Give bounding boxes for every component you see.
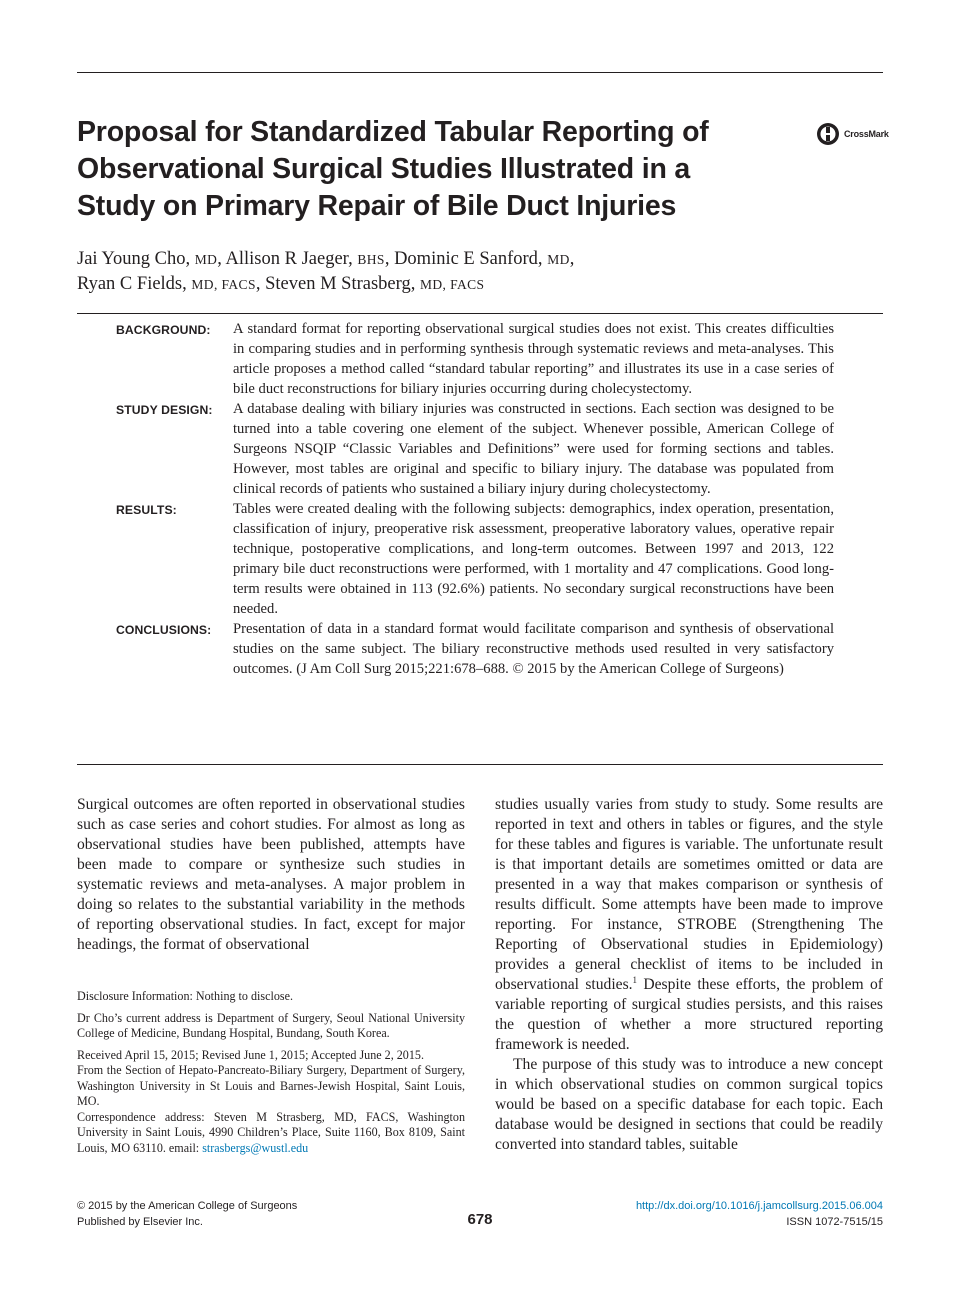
crossmark-icon bbox=[816, 121, 840, 147]
abstract-study-design bbox=[116, 399, 834, 499]
received-note: Received April 15, 2015; Revised June 1, 2015; Accepted June 2, 2015. bbox=[77, 1047, 424, 1062]
reference-marker[interactable]: 1 bbox=[632, 974, 638, 985]
crossmark-badge[interactable] bbox=[816, 121, 889, 147]
author-degree: BHS bbox=[357, 252, 385, 267]
issn-text: ISSN 1072-7515/15 bbox=[786, 1215, 883, 1228]
abstract bbox=[116, 319, 834, 679]
author-degree: MD, FACS bbox=[419, 277, 485, 292]
footnotes bbox=[77, 989, 465, 1156]
abstract-label: RESULTS: bbox=[116, 503, 177, 517]
author-name: Jai Young Cho, bbox=[77, 249, 195, 269]
body-text: studies usually varies from study to study. Some results are reported in text and others in tables or figures, and the style for these tables and figures is variable. The unfortunate result is that important details are sometimes omitted or data are presented in a way that makes comparison or synthesis of results difficult. Some attempts have been made to improve reporting. For instance, STROBE (Strengthening The Reporting of Observational studies in Epidemiology) provides a general checklist of items to be included in observational studies. bbox=[495, 796, 883, 993]
author-name: Ryan C Fields, bbox=[77, 274, 192, 294]
top-rule bbox=[77, 72, 883, 73]
abstract-text: Presentation of data in a standard format would facilitate comparison and synthesis of observational studies on the same subject. The biliary reconstructive methods used resulted in very satisfactory outcomes. (J Am Coll Surg 2015;221:678–688. © 2015 by the American College of Surgeons) bbox=[233, 621, 834, 677]
abstract-bottom-rule bbox=[77, 764, 883, 765]
author-name: , Steven M Strasberg, bbox=[255, 274, 420, 294]
author-separator: , bbox=[569, 249, 575, 269]
author-degree: MD bbox=[547, 252, 570, 267]
address-note: Dr Cho’s current address is Department of Surgery, Seoul National University College of Medicine, Bundang Hospital, Bundang, South Korea. bbox=[77, 1010, 465, 1040]
title-line-2: Observational Surgical Studies Illustrated in a bbox=[77, 153, 691, 185]
publisher-text: Published by Elsevier Inc. bbox=[77, 1215, 203, 1228]
disclosure-note: Disclosure Information: Nothing to disclose. bbox=[77, 989, 293, 1003]
abstract-results bbox=[116, 499, 834, 619]
body-text: Despite these efforts, the problem of variable reporting of surgical studies persists, and this raises the question of whether a more structured reporting framework is needed. bbox=[495, 976, 883, 1053]
abstract-text: Tables were created dealing with the following subjects: demographics, index operation, presentation, classification of injury, preoperative risk assessment, preoperative laboratory values, operative repair technique, postoperative complications, and long-term outcomes. Between 1997 and 2013, 122 primary bile duct reconstructions were performed, with 1 mortality and 47 complications. Good long-term results were obtained in 113 (92.6%) patients. No secondary surgical reconstructions have been needed. bbox=[233, 501, 834, 617]
abstract-background bbox=[116, 319, 834, 399]
crossmark-label: CrossMark bbox=[844, 129, 889, 139]
correspondence-text: Correspondence address: Steven M Strasberg, MD, FACS, Washington University in Saint Louis, 4990 Children’s Place, Suite 1160, Box 8109, Saint Louis, MO 63110. email: bbox=[77, 1109, 465, 1155]
abstract-label: STUDY DESIGN: bbox=[116, 403, 213, 417]
page-number: 678 bbox=[467, 1211, 493, 1228]
abstract-label: BACKGROUND: bbox=[116, 323, 211, 337]
email-link[interactable]: strasbergs@wustl.edu bbox=[202, 1140, 309, 1155]
title-line-1: Proposal for Standardized Tabular Reporting of bbox=[77, 116, 709, 148]
body-left-column bbox=[77, 795, 465, 955]
abstract-top-rule bbox=[77, 313, 883, 314]
copyright-text: © 2015 by the American College of Surgeons bbox=[77, 1200, 298, 1212]
author-name: , Allison R Jaeger, bbox=[217, 249, 358, 269]
author-list bbox=[77, 247, 574, 297]
author-line-2 bbox=[77, 272, 574, 297]
abstract-text: A standard format for reporting observational surgical studies does not exist. This creates difficulties in comparing studies and in performing synthesis through systematic reviews and meta-analyses. This article proposes a method called “standard tabular reporting” and illustrates its use in a case series of bile duct reconstructions for biliary injuries occurring during cholecystectomy. bbox=[233, 321, 834, 397]
author-line-1 bbox=[77, 247, 574, 272]
doi-link[interactable]: http://dx.doi.org/10.1016/j.jamcollsurg.2015.06.004 bbox=[635, 1200, 883, 1212]
abstract-label: CONCLUSIONS: bbox=[116, 623, 212, 637]
body-paragraph: Surgical outcomes are often reported in observational studies such as case series and cohort studies. For almost as long as observational studies have been published, attempts have been made to compare or synthesize such studies in systematic reviews and meta-analyses. A major problem in doing so relates to the substantial variability in the methods of reporting observational studies. In fact, except for major headings, the format of observational bbox=[77, 796, 465, 953]
abstract-conclusions bbox=[116, 619, 834, 679]
footer-right bbox=[636, 1199, 883, 1230]
body-paragraph: The purpose of this study was to introduce a new concept in which observational studies on common surgical topics would be based on a specific database for each topic. Each database would be designed in sections that could be readily converted into standard tables, suitable bbox=[495, 1056, 883, 1153]
abstract-text: A database dealing with biliary injuries was constructed in sections. Each section was designed to be turned into a table covering one element of the subject. Whenever possible, American College of Surgeons NSQIP “Classic Variables and Definitions” were used for forming sections and tables. However, most tables are original and specific to biliary injury. The database was populated from clinical records of patients who sustained a biliary injury during cholecystectomy. bbox=[233, 401, 834, 497]
title-line-3: Study on Primary Repair of Bile Duct Injuries bbox=[77, 190, 677, 222]
correspondence-note bbox=[77, 1110, 465, 1157]
body-right-column bbox=[495, 795, 883, 1155]
article-title bbox=[77, 114, 797, 225]
author-degree: MD, FACS bbox=[191, 277, 256, 292]
author-name: , Dominic E Sanford, bbox=[384, 249, 548, 269]
body-paragraph bbox=[495, 795, 883, 1055]
affiliation-note: From the Section of Hepato-Pancreato-Biliary Surgery, Department of Surgery, Washington University in St Louis and Barnes-Jewish Hospital, Saint Louis, MO. bbox=[77, 1063, 465, 1108]
author-degree: MD bbox=[194, 252, 218, 267]
